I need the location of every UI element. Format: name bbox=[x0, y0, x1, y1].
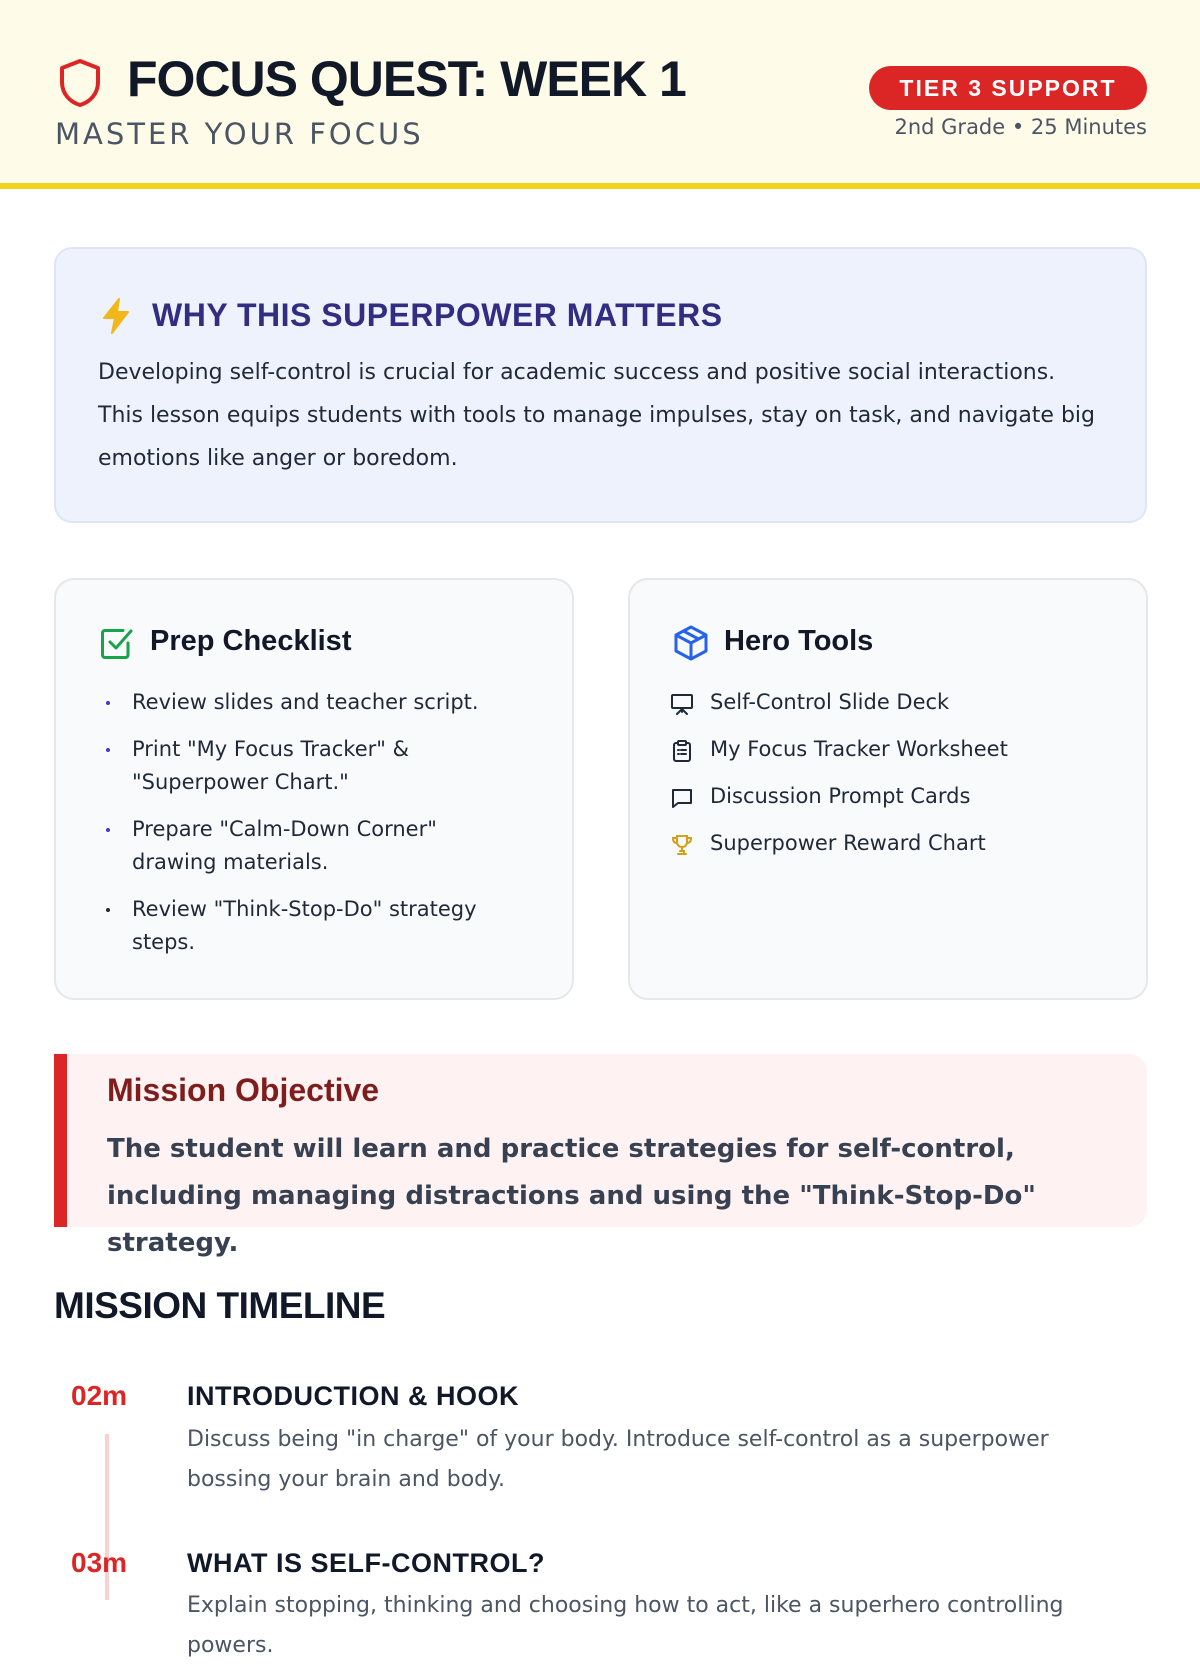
list-item-label: Review "Think-Stop-Do" strategy steps. bbox=[132, 897, 477, 954]
grade-info: 2nd Grade • 25 Minutes bbox=[894, 115, 1147, 139]
timeline-time: 02m bbox=[71, 1380, 128, 1411]
list-item-label: Discussion Prompt Cards bbox=[710, 784, 971, 808]
list-item-label: My Focus Tracker Worksheet bbox=[710, 737, 1008, 761]
check-square-icon bbox=[98, 624, 136, 662]
list-item bbox=[670, 733, 1110, 766]
prep-checklist-title: Prep Checklist bbox=[150, 625, 352, 657]
prep-checklist bbox=[98, 686, 518, 973]
why-text: Developing self-control is crucial for academic success and positive social interactions. This lesson equips students with tools to manage impulses, stay on task, and navigate big emotions like anger or boredom. bbox=[98, 360, 1096, 471]
list-item-label: Review slides and teacher script. bbox=[132, 690, 479, 714]
presentation-icon bbox=[670, 692, 694, 716]
list-item bbox=[670, 827, 1110, 860]
timeline-step-title: INTRODUCTION & HOOK bbox=[187, 1381, 519, 1411]
mission-objective bbox=[54, 1054, 1147, 1258]
chat-icon bbox=[670, 786, 694, 810]
hero-tools-card bbox=[628, 578, 1148, 1000]
list-item bbox=[670, 686, 1110, 719]
timeline-step-title: WHAT IS SELF-CONTROL? bbox=[187, 1548, 545, 1578]
hero-tools-list bbox=[670, 686, 1110, 874]
timeline-step-desc: Discuss being "in charge" of your body. Introduce self-control as a superpower bossing your brain and body. bbox=[187, 1427, 1049, 1492]
list-item bbox=[98, 686, 518, 719]
timeline-step-desc: Explain stopping, thinking and choosing how to act, like a superhero controlling powers. bbox=[187, 1593, 1064, 1658]
shield-icon bbox=[58, 58, 102, 108]
timeline-heading: MISSION TIMELINE bbox=[54, 1285, 386, 1326]
mission-title: Mission Objective bbox=[107, 1072, 380, 1108]
clipboard-icon bbox=[670, 739, 694, 763]
timeline-time: 03m bbox=[71, 1547, 128, 1578]
list-item bbox=[670, 780, 1110, 813]
page-subtitle: MASTER YOUR FOCUS bbox=[55, 117, 424, 151]
hero-tools-title: Hero Tools bbox=[724, 625, 874, 657]
list-item bbox=[98, 733, 518, 799]
prep-checklist-card bbox=[54, 578, 574, 1000]
list-item-label: Print "My Focus Tracker" & "Superpower Chart." bbox=[132, 737, 409, 794]
list-item-label: Prepare "Calm-Down Corner" drawing materials. bbox=[132, 817, 437, 874]
mission-text: The student will learn and practice strategies for self-control, including managing distractions and using the "Think-Stop-Do" strategy. bbox=[107, 1134, 1036, 1258]
why-title: WHY THIS SUPERPOWER MATTERS bbox=[152, 297, 723, 333]
header bbox=[0, 0, 1200, 189]
box-icon bbox=[672, 624, 710, 662]
page-title: FOCUS QUEST: WEEK 1 bbox=[127, 51, 686, 107]
lightning-icon bbox=[98, 297, 134, 335]
trophy-icon bbox=[670, 833, 694, 857]
why-section bbox=[54, 247, 1147, 523]
list-item-label: Superpower Reward Chart bbox=[710, 831, 986, 855]
list-item-label: Self-Control Slide Deck bbox=[710, 690, 950, 714]
tier-badge: TIER 3 SUPPORT bbox=[869, 66, 1147, 110]
list-item bbox=[98, 893, 518, 959]
list-item bbox=[98, 813, 518, 879]
